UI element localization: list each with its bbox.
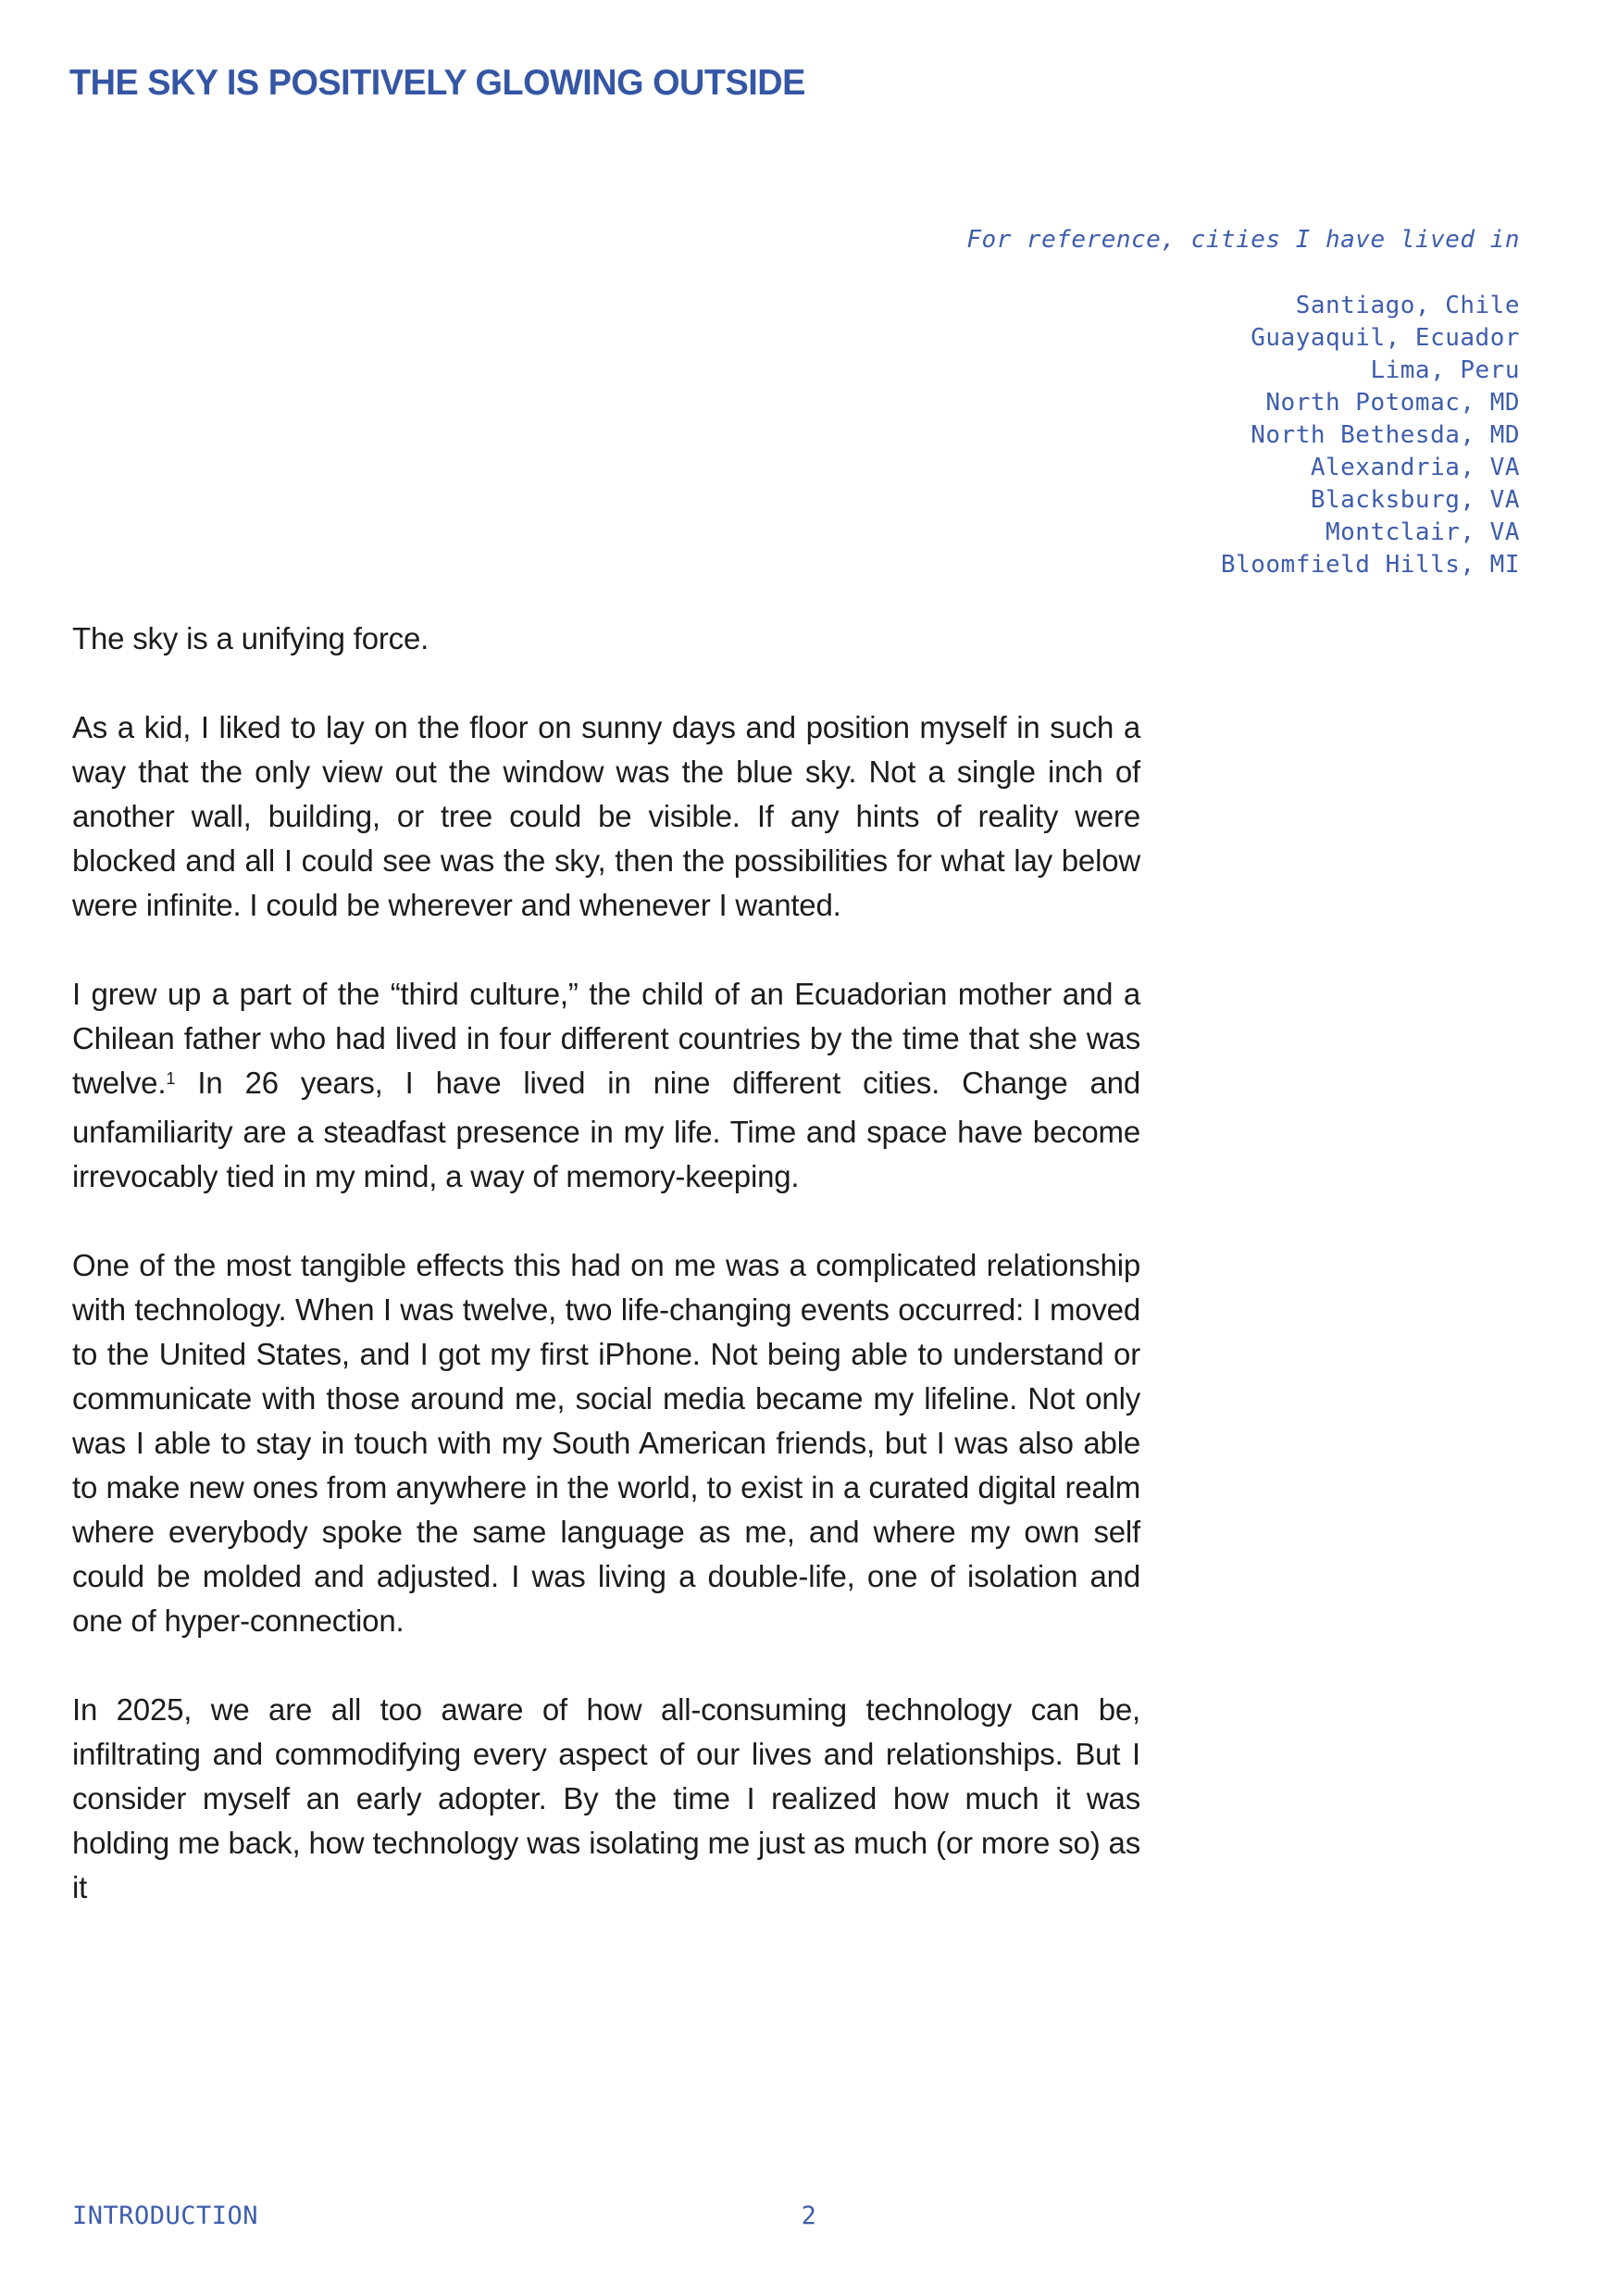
- city-item: Montclair, VA: [1326, 518, 1520, 546]
- city-list: [966, 290, 1520, 581]
- page-number: 2: [801, 2202, 817, 2230]
- paragraph-technology: One of the most tangible effects this had on me was a complicated relationship with technology. When I was twelve, two life-changing events occurred: I moved to the United States, and I got my first iPhone. Not being able to understand or communicate with those around me, social media became my lifeline. Not only was I able to stay in touch with my South American friends, but I was also able to make new ones from anywhere in the world, to exist in a curated digital realm where everybody spoke the same language as me, and where my own self could be molded and adjusted. I was living a double-life, one of isolation and one of hyper-connection.: [72, 1248, 1140, 1638]
- paragraph-intro: The sky is a unifying force.: [72, 621, 429, 655]
- city-item: Lima, Peru: [1370, 356, 1520, 384]
- city-item: Alexandria, VA: [1310, 454, 1520, 481]
- footnote-reference-1: 1: [166, 1069, 176, 1089]
- body-text: [72, 617, 1140, 1910]
- city-item: Blacksburg, VA: [1310, 486, 1520, 514]
- paragraph-third-culture: [72, 972, 1140, 1199]
- city-item: Santiago, Chile: [1295, 292, 1520, 319]
- page-footer: [0, 2200, 1618, 2237]
- paragraph-third-culture-text: I grew up a part of the “third culture,” the child of an Ecuadorian mother and a Chilean father who had lived in four different countries by the time that she was twelve.: [72, 977, 1140, 1100]
- city-item: North Potomac, MD: [1265, 389, 1520, 417]
- paragraph-2025: In 2025, we are all too aware of how all-consuming technology can be, infiltrating and commodifying every aspect of our lives and relationships. But I consider myself an early adopter. By the time I realized how much it was holding me back, how technology was isolating me just as much (or more so) as it: [72, 1692, 1140, 1904]
- city-item: Guayaquil, Ecuador: [1251, 324, 1520, 352]
- reference-heading: For reference, cities I have lived in: [966, 226, 1520, 254]
- page-title: THE SKY IS POSITIVELY GLOWING OUTSIDE: [69, 63, 805, 103]
- reference-note: [966, 224, 1520, 581]
- city-item: North Bethesda, MD: [1251, 421, 1520, 449]
- city-item: Bloomfield Hills, MI: [1220, 551, 1520, 579]
- footer-section-label: INTRODUCTION: [72, 2202, 259, 2230]
- paragraph-childhood: As a kid, I liked to lay on the floor on sunny days and position myself in such a way that the only view out the window was the blue sky. Not a single inch of another wall, building, or tree could be visible. If any hints of reality were blocked and all I could see was the sky, then the possibilities for what lay below were infinite. I could be wherever and whenever I wanted.: [72, 710, 1140, 922]
- paragraph-third-culture-continued: In 26 years, I have lived in nine different cities. Change and unfamiliarity are a steadfast presence in my life. Time and space have become irrevocably tied in my mind, a way of memory-keeping.: [72, 1066, 1140, 1193]
